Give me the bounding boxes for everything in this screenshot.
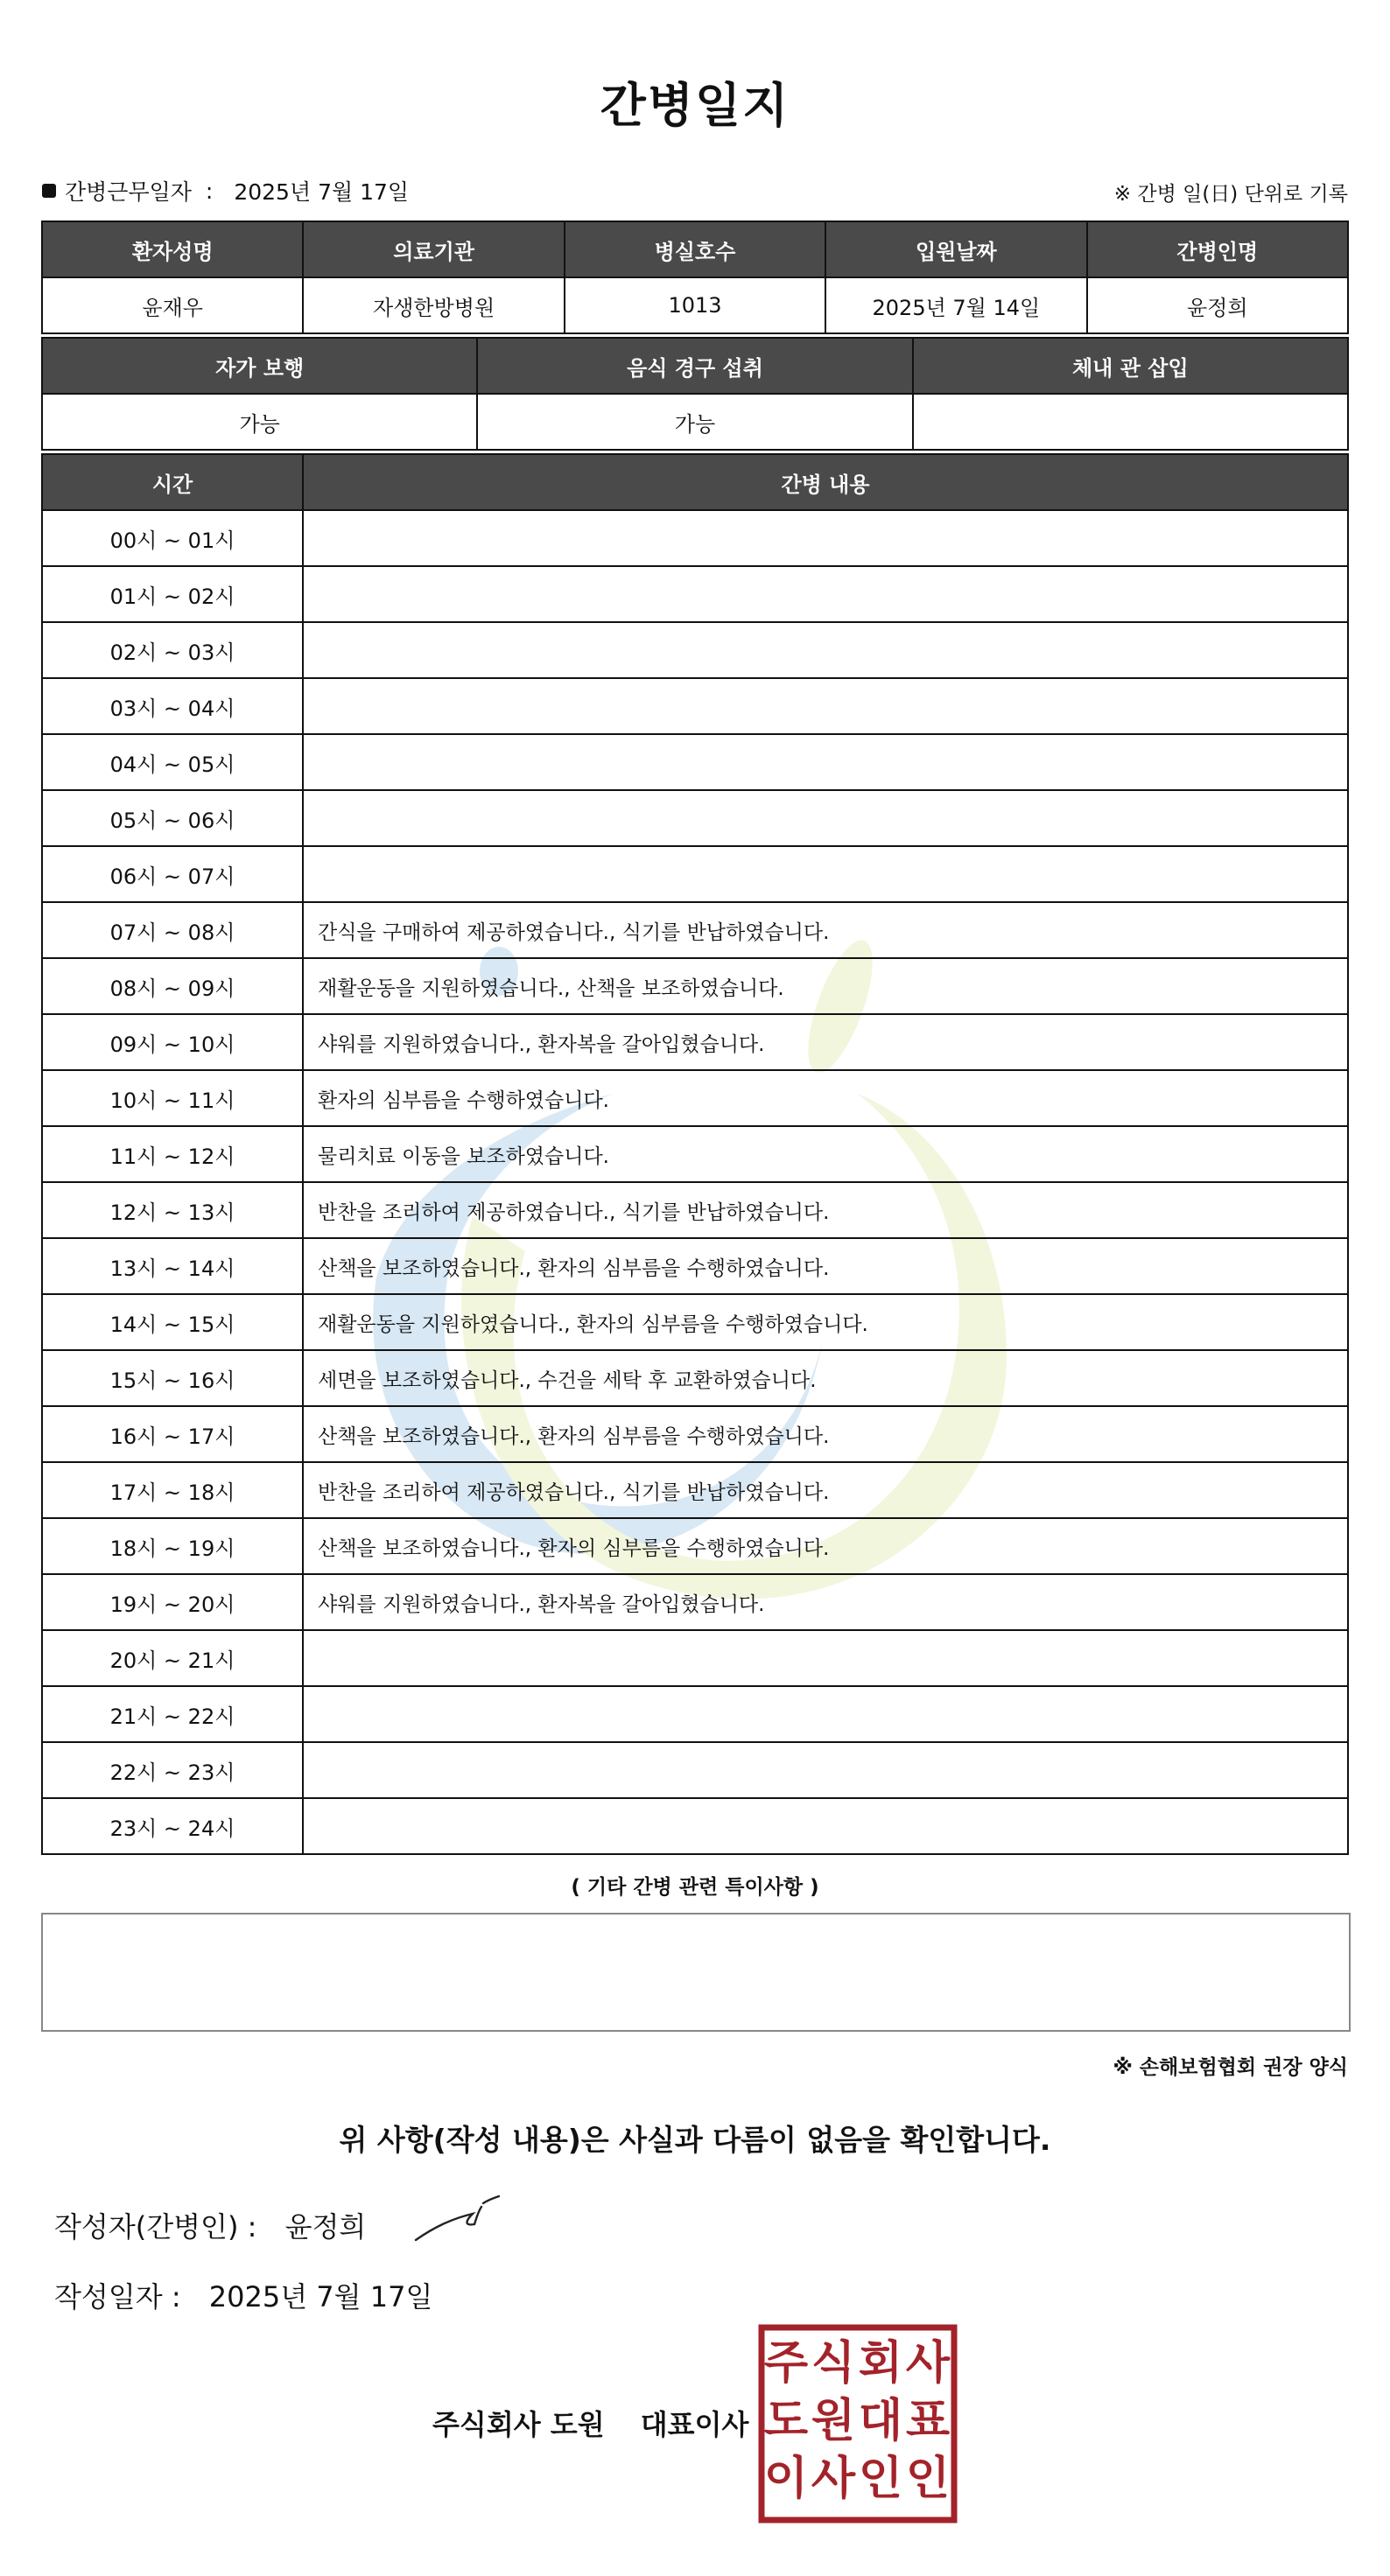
log-row [42,1798,1348,1854]
log-row [42,1518,1348,1574]
writer-label: 작성자(간병인) : [54,2210,257,2244]
log-content-cell: 물리치료 이동을 보조하였습니다. [303,1126,1348,1182]
seal-character: 식 [811,2337,856,2390]
company-seal-stamp [758,2324,958,2524]
confirmation-statement: 위 사항(작성 내용)은 사실과 다름이 없음을 확인합니다. [339,2123,1051,2157]
log-content-cell: 반찬을 조리하여 제공하였습니다., 식기를 반납하였습니다. [303,1182,1348,1238]
handwritten-signature [411,2194,508,2247]
self-walking-value: 가능 [42,394,477,450]
log-row [42,1070,1348,1126]
log-time-cell: 01시 ~ 02시 [42,566,303,622]
log-row [42,1238,1348,1294]
header-oral-intake: 음식 경구 섭취 [477,338,912,394]
log-content-cell: 간식을 구매하여 제공하였습니다., 식기를 반납하였습니다. [303,902,1348,958]
written-date-label: 작성일자 : [54,2280,181,2314]
log-content-cell [303,566,1348,622]
seal-character: 대 [858,2395,903,2447]
writer-line [54,2205,366,2245]
log-time-cell: 00시 ~ 01시 [42,510,303,566]
log-row [42,1182,1348,1238]
header-room-number: 병실호수 [565,221,825,277]
patient-name-value: 윤재우 [42,277,303,333]
log-content-cell: 재활운동을 지원하였습니다., 환자의 심부름을 수행하였습니다. [303,1294,1348,1350]
log-content-cell: 산책을 보조하였습니다., 환자의 심부름을 수행하였습니다. [303,1238,1348,1294]
header-hospital: 의료기관 [303,221,564,277]
work-date-label: 간병근무일자 [65,179,192,205]
seal-character: 원 [811,2395,856,2447]
log-content-cell: 산책을 보조하였습니다., 환자의 심부름을 수행하였습니다. [303,1406,1348,1462]
log-time-cell: 17시 ~ 18시 [42,1462,303,1518]
log-row [42,566,1348,622]
log-time-cell: 02시 ~ 03시 [42,622,303,678]
patient-status-table [41,337,1349,451]
bullet-square-icon [42,184,56,198]
log-row [42,734,1348,790]
log-time-cell: 14시 ~ 15시 [42,1294,303,1350]
log-row [42,1294,1348,1350]
hospital-value: 자생한방병원 [303,277,564,333]
log-row [42,1630,1348,1686]
log-row [42,510,1348,566]
seal-character: 도 [763,2395,809,2447]
log-row [42,846,1348,902]
log-time-cell: 03시 ~ 04시 [42,678,303,734]
log-time-cell: 09시 ~ 10시 [42,1014,303,1070]
log-content-cell: 반찬을 조리하여 제공하였습니다., 식기를 반납하였습니다. [303,1462,1348,1518]
log-row [42,1686,1348,1742]
seal-character: 사 [811,2453,856,2505]
written-date-line [54,2275,432,2315]
log-content-cell [303,790,1348,846]
recommendation-note: ※ 손해보험협회 권장 양식 [1113,2056,1348,2079]
log-time-cell: 10시 ~ 11시 [42,1070,303,1126]
log-time-cell: 15시 ~ 16시 [42,1350,303,1406]
company-line [432,2403,748,2443]
log-time-cell: 20시 ~ 21시 [42,1630,303,1686]
log-time-cell: 08시 ~ 09시 [42,958,303,1014]
notes-heading: ( 기타 간병 관련 특이사항 ) [571,1876,819,1899]
log-content-cell [303,1686,1348,1742]
log-row [42,1014,1348,1070]
tube-insertion-value [913,394,1348,450]
seal-character: 사 [905,2337,951,2390]
log-time-cell: 05시 ~ 06시 [42,790,303,846]
oral-intake-value: 가능 [477,394,912,450]
header-caregiver-name: 간병인명 [1087,221,1348,277]
header-admission-date: 입원날짜 [825,221,1086,277]
log-row [42,1462,1348,1518]
log-time-cell: 18시 ~ 19시 [42,1518,303,1574]
document-title: 간병일지 [600,78,790,133]
patient-info-table [41,220,1349,334]
log-content-cell [303,510,1348,566]
log-time-cell: 06시 ~ 07시 [42,846,303,902]
log-time-cell: 07시 ~ 08시 [42,902,303,958]
log-row [42,1406,1348,1462]
work-date-colon: : [205,178,214,204]
notes-box [41,1913,1351,2032]
seal-character: 인 [905,2453,951,2505]
seal-character: 주 [763,2337,809,2390]
log-time-cell: 23시 ~ 24시 [42,1798,303,1854]
log-row [42,902,1348,958]
log-row [42,1574,1348,1630]
log-row [42,958,1348,1014]
header-time: 시간 [42,454,303,510]
log-content-cell [303,1630,1348,1686]
seal-character: 회 [858,2337,903,2390]
company-name: 주식회사 도원 [432,2408,605,2441]
notes-content [43,1914,1349,1939]
written-date-value: 2025년 7월 17일 [208,2280,433,2314]
hourly-log-table [41,453,1349,1855]
log-content-cell [303,678,1348,734]
log-content-cell [303,846,1348,902]
log-content-cell [303,622,1348,678]
unit-note: ※ 간병 일(日) 단위로 기록 [1113,183,1348,206]
log-time-cell: 21시 ~ 22시 [42,1686,303,1742]
log-content-cell: 세면을 보조하였습니다., 수건을 세탁 후 교환하였습니다. [303,1350,1348,1406]
company-ceo-title: 대표이사 [640,2408,749,2441]
seal-character: 표 [905,2395,951,2447]
admission-date-value: 2025년 7월 14일 [825,277,1086,333]
header-tube-insertion: 체내 관 삽입 [913,338,1348,394]
log-content-cell: 환자의 심부름을 수행하였습니다. [303,1070,1348,1126]
log-row [42,622,1348,678]
log-time-cell: 19시 ~ 20시 [42,1574,303,1630]
log-row [42,1742,1348,1798]
room-number-value: 1013 [565,277,825,333]
hourly-log-header-row [42,454,1348,510]
work-date-line [42,175,409,206]
log-content-cell: 재활운동을 지원하였습니다., 산책을 보조하였습니다. [303,958,1348,1014]
patient-info-header-row [42,221,1348,277]
log-row [42,678,1348,734]
log-time-cell: 22시 ~ 23시 [42,1742,303,1798]
seal-characters [764,2337,951,2505]
work-date-value: 2025년 7월 17일 [234,179,410,205]
log-content-cell [303,734,1348,790]
header-self-walking: 자가 보행 [42,338,477,394]
writer-name: 윤정희 [284,2210,367,2244]
log-content-cell: 산책을 보조하였습니다., 환자의 심부름을 수행하였습니다. [303,1518,1348,1574]
header-patient-name: 환자성명 [42,221,303,277]
log-content-cell: 샤워를 지원하였습니다., 환자복을 갈아입혔습니다. [303,1574,1348,1630]
log-content-cell [303,1742,1348,1798]
log-content-cell: 샤워를 지원하였습니다., 환자복을 갈아입혔습니다. [303,1014,1348,1070]
seal-character: 인 [858,2453,903,2505]
seal-character: 이 [763,2453,809,2505]
log-time-cell: 11시 ~ 12시 [42,1126,303,1182]
log-row [42,1126,1348,1182]
log-time-cell: 16시 ~ 17시 [42,1406,303,1462]
log-time-cell: 13시 ~ 14시 [42,1238,303,1294]
hourly-log-body [42,510,1348,1854]
log-time-cell: 12시 ~ 13시 [42,1182,303,1238]
patient-status-value-row [42,394,1348,450]
patient-status-header-row [42,338,1348,394]
caregiver-name-value: 윤정희 [1087,277,1348,333]
patient-info-value-row [42,277,1348,333]
header-care-content: 간병 내용 [303,454,1348,510]
log-time-cell: 04시 ~ 05시 [42,734,303,790]
log-row [42,790,1348,846]
log-row [42,1350,1348,1406]
log-content-cell [303,1798,1348,1854]
